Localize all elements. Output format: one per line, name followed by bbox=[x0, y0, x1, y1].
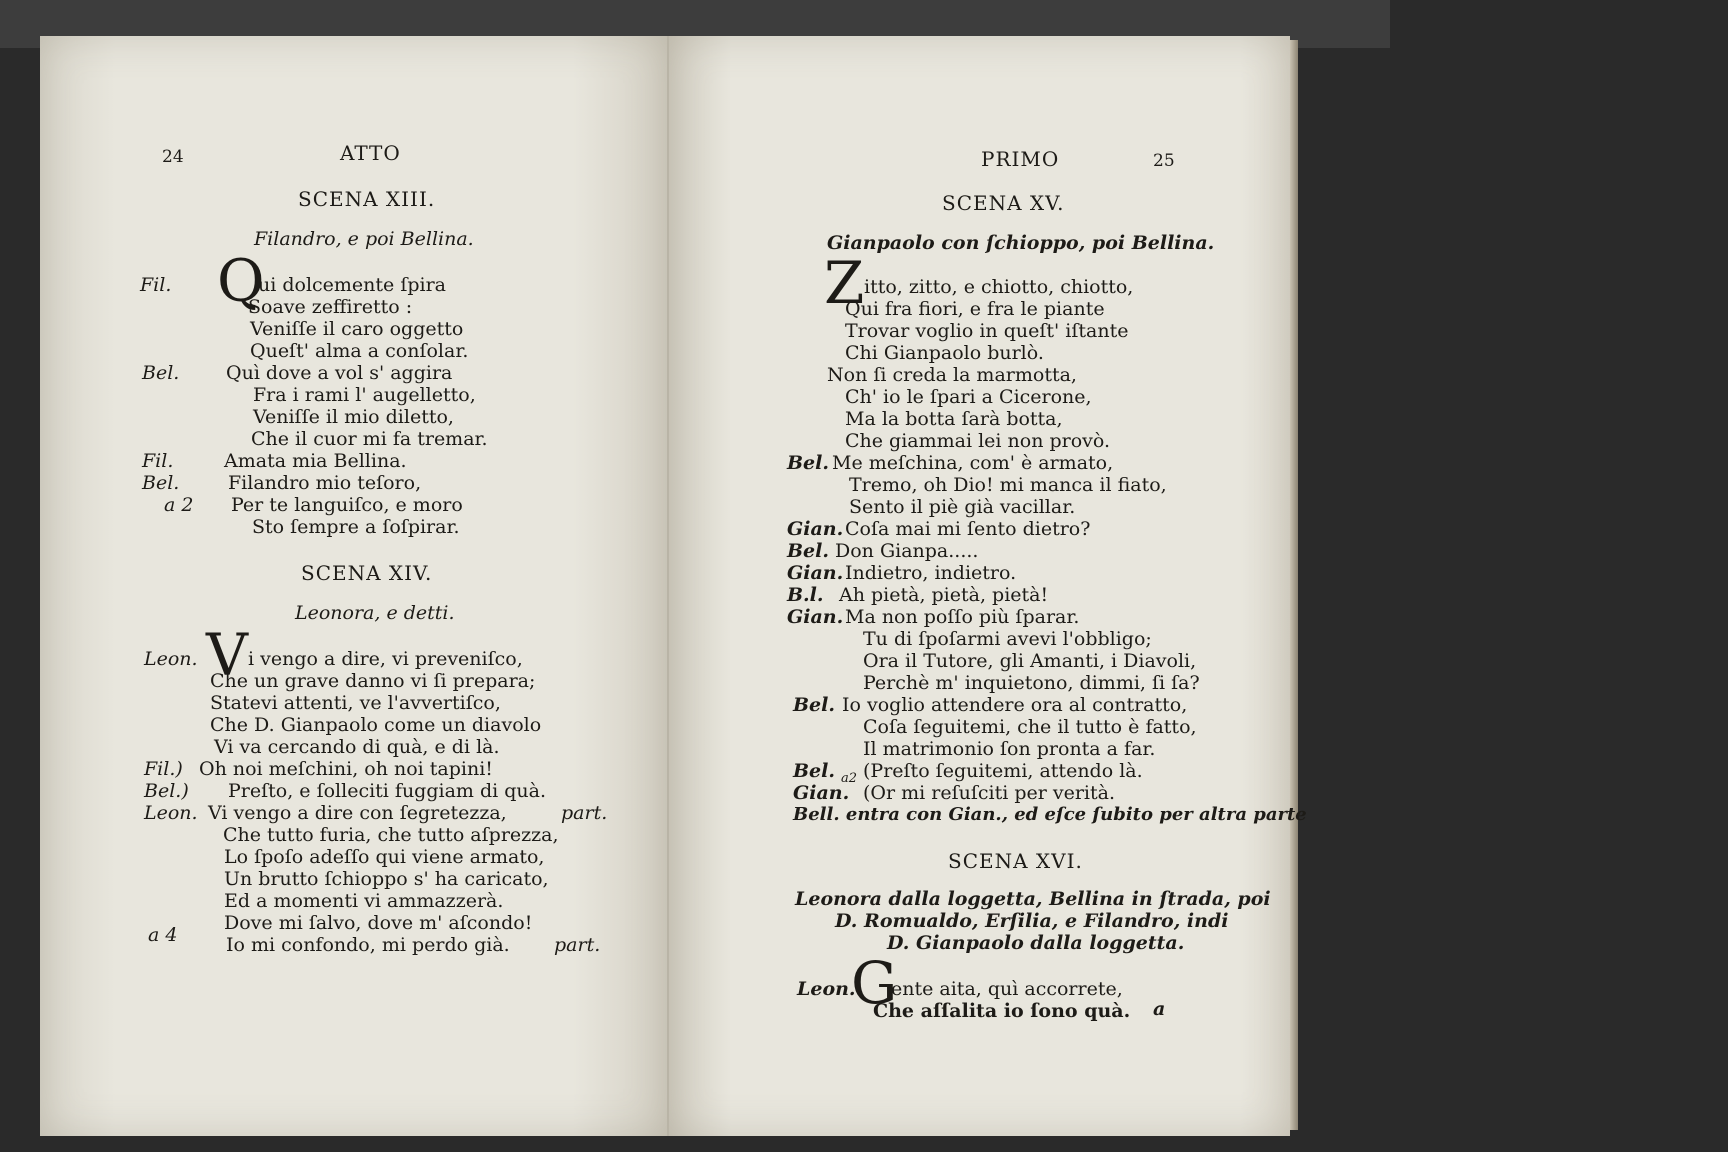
speaker-label: Gian. bbox=[787, 562, 844, 584]
page-number: 24 bbox=[162, 147, 184, 167]
verse-line: Ma la botta ſarà botta, bbox=[845, 408, 1063, 430]
verse-line: Ora il Tutore, gli Amanti, i Diavoli, bbox=[863, 650, 1197, 672]
verse-line: itto, zitto, e chiotto, chiotto, bbox=[864, 276, 1134, 298]
verse-line: Me meſchina, com' è armato, bbox=[832, 452, 1114, 474]
verse-line: Trovar voglio in queſt' iſtante bbox=[845, 320, 1129, 342]
verse-line: Don Gianpa..... bbox=[835, 540, 979, 562]
verse-line: Che il cuor mi fa tremar. bbox=[251, 428, 488, 450]
verse-line: i vengo a dire, vi preveniſco, bbox=[248, 648, 523, 670]
verse-line: Chi Gianpaolo burlò. bbox=[845, 342, 1044, 364]
speaker-label: Bel. bbox=[787, 452, 829, 474]
verse-line: Indietro, indietro. bbox=[845, 562, 1017, 584]
verse-line: Filandro mio teſoro, bbox=[228, 472, 422, 494]
verse-line: Coſa ſeguitemi, che il tutto è fatto, bbox=[863, 716, 1197, 738]
verse-line: Soave zeffiretto : bbox=[248, 296, 413, 318]
verse-line: Ch' io le ſpari a Cicerone, bbox=[845, 386, 1092, 408]
verse-line: (Preſto ſeguitemi, attendo là. bbox=[863, 760, 1143, 782]
speaker-label: Gian. bbox=[787, 606, 844, 628]
verse-line: ui dolcemente ſpira bbox=[258, 274, 447, 296]
page-number: 25 bbox=[1153, 151, 1175, 171]
scene-title: SCENA XIII. bbox=[298, 187, 436, 211]
scene-characters: Gianpaolo con ſchioppo, poi Bellina. bbox=[827, 232, 1215, 254]
speaker-label: Fil. bbox=[140, 274, 172, 296]
drop-cap: G bbox=[851, 949, 898, 1017]
verse-line: Che aſſalita io ſono quà. bbox=[873, 1000, 1131, 1022]
running-head: PRIMO bbox=[981, 147, 1060, 171]
scene-characters: D. Gianpaolo dalla loggetta. bbox=[887, 932, 1185, 954]
speaker-label: Fil.) bbox=[144, 758, 183, 780]
verse-line: Sento il piè già vacillar. bbox=[849, 496, 1076, 518]
verse-line: Che un grave danno vi ſi prepara; bbox=[210, 670, 536, 692]
speaker-label: Bel.) bbox=[144, 780, 189, 802]
verse-line: Tremo, oh Dio! mi manca il fiato, bbox=[849, 474, 1167, 496]
verse-line: Oh noi meſchini, oh noi tapini! bbox=[199, 758, 493, 780]
scene-title: SCENA XIV. bbox=[301, 561, 433, 585]
verse-line: Il matrimonio ſon pronta a far. bbox=[863, 738, 1156, 760]
stage-direction: part. bbox=[554, 934, 601, 956]
scene-characters: Filandro, e poi Bellina. bbox=[254, 228, 474, 250]
verse-line: Sto ſempre a ſoſpirar. bbox=[252, 516, 460, 538]
verse-line: Amata mia Bellina. bbox=[224, 450, 407, 472]
verse-line: Io voglio attendere ora al contratto, bbox=[842, 694, 1188, 716]
verse-line: (Or mi reſuſciti per verità. bbox=[863, 782, 1116, 804]
stage-direction: part. bbox=[561, 802, 608, 824]
verse-line: Vi va cercando di quà, e di là. bbox=[214, 736, 500, 758]
verse-line: Per te languiſco, e moro bbox=[231, 494, 463, 516]
verse-line: Tu di ſpoſarmi avevi l'obbligo; bbox=[863, 628, 1152, 650]
speaker-label: Fil. bbox=[142, 450, 174, 472]
speaker-label: Bel. bbox=[142, 362, 180, 384]
verse-line: Qui fra fiori, e fra le piante bbox=[845, 298, 1105, 320]
speaker-label: B.l. bbox=[787, 584, 824, 606]
catchword: a bbox=[1153, 998, 1166, 1020]
verse-line: Ah pietà, pietà, pietà! bbox=[839, 584, 1049, 606]
verse-line: Fra i rami l' augelletto, bbox=[253, 384, 476, 406]
scene-title: SCENA XVI. bbox=[948, 849, 1083, 873]
speaker-label: Leon. bbox=[797, 978, 856, 1000]
verse-line: Che giammai lei non provò. bbox=[845, 430, 1111, 452]
drop-cap: V bbox=[206, 621, 248, 689]
scene-characters: Leonora, e detti. bbox=[295, 602, 455, 624]
verse-line: Ma non poſſo più ſparar. bbox=[845, 606, 1080, 628]
verse-line: Veniſſe il mio diletto, bbox=[253, 406, 454, 428]
running-head: ATTO bbox=[340, 141, 401, 165]
verse-line: Dove mi ſalvo, dove m' aſcondo! bbox=[224, 912, 533, 934]
verse-line: Che tutto furia, che tutto aſprezza, bbox=[223, 824, 559, 846]
speaker-label: Gian. bbox=[793, 782, 850, 804]
speaker-label: a 4 bbox=[148, 924, 178, 946]
verse-line: Vi vengo a dire con ſegretezza, bbox=[208, 802, 507, 824]
verse-line: Io mi confondo, mi perdo già. bbox=[226, 934, 510, 956]
verse-line: Veniſſe il caro oggetto bbox=[250, 318, 464, 340]
scene-characters: D. Romualdo, Erſilia, e Filandro, indi bbox=[835, 910, 1229, 932]
speaker-label: Gian. bbox=[787, 518, 844, 540]
drop-cap: Z bbox=[824, 249, 865, 317]
verse-line: Lo ſpoſo adeſſo qui viene armato, bbox=[224, 846, 545, 868]
drop-cap: Q bbox=[217, 247, 265, 315]
verse-line: Non ſi creda la marmotta, bbox=[827, 364, 1077, 386]
verse-line: Preſto, e ſolleciti fuggiam di quà. bbox=[228, 780, 547, 802]
scene-characters: Leonora dalla loggetta, Bellina in ſtrada, poi bbox=[795, 888, 1271, 910]
speaker-label: a 2 bbox=[164, 494, 194, 516]
speaker-label: Leon. bbox=[144, 648, 198, 670]
scene-title: SCENA XV. bbox=[942, 191, 1065, 215]
verse-line: Queſt' alma a conſolar. bbox=[250, 340, 469, 362]
speaker-label: Bel. bbox=[787, 540, 829, 562]
left-page bbox=[40, 36, 669, 1136]
speaker-label: Bel. bbox=[793, 760, 835, 782]
verse-line: Statevi attenti, ve l'avvertiſco, bbox=[210, 692, 501, 714]
page-edge bbox=[1290, 40, 1298, 1130]
verse-line: Perchè m' inquietono, dimmi, ſi ſa? bbox=[863, 672, 1200, 694]
verse-line: Un brutto ſchioppo s' ha caricato, bbox=[224, 868, 549, 890]
right-page bbox=[669, 36, 1307, 1136]
open-book bbox=[40, 36, 1307, 1136]
verse-line: Che D. Gianpaolo come un diavolo bbox=[210, 714, 542, 736]
a2-marker: a2 bbox=[841, 771, 858, 786]
speaker-label: Leon. bbox=[144, 802, 198, 824]
verse-line: Quì dove a vol s' aggira bbox=[226, 362, 453, 384]
stage-direction: Bell. entra con Gian., ed eſce ſubito per altra parte bbox=[793, 804, 1307, 825]
speaker-label: Bel. bbox=[793, 694, 835, 716]
verse-line: Coſa mai mi ſento dietro? bbox=[845, 518, 1091, 540]
verse-line: ente aita, quì accorrete, bbox=[891, 978, 1123, 1000]
verse-line: Ed a momenti vi ammazzerà. bbox=[224, 890, 504, 912]
speaker-label: Bel. bbox=[142, 472, 180, 494]
